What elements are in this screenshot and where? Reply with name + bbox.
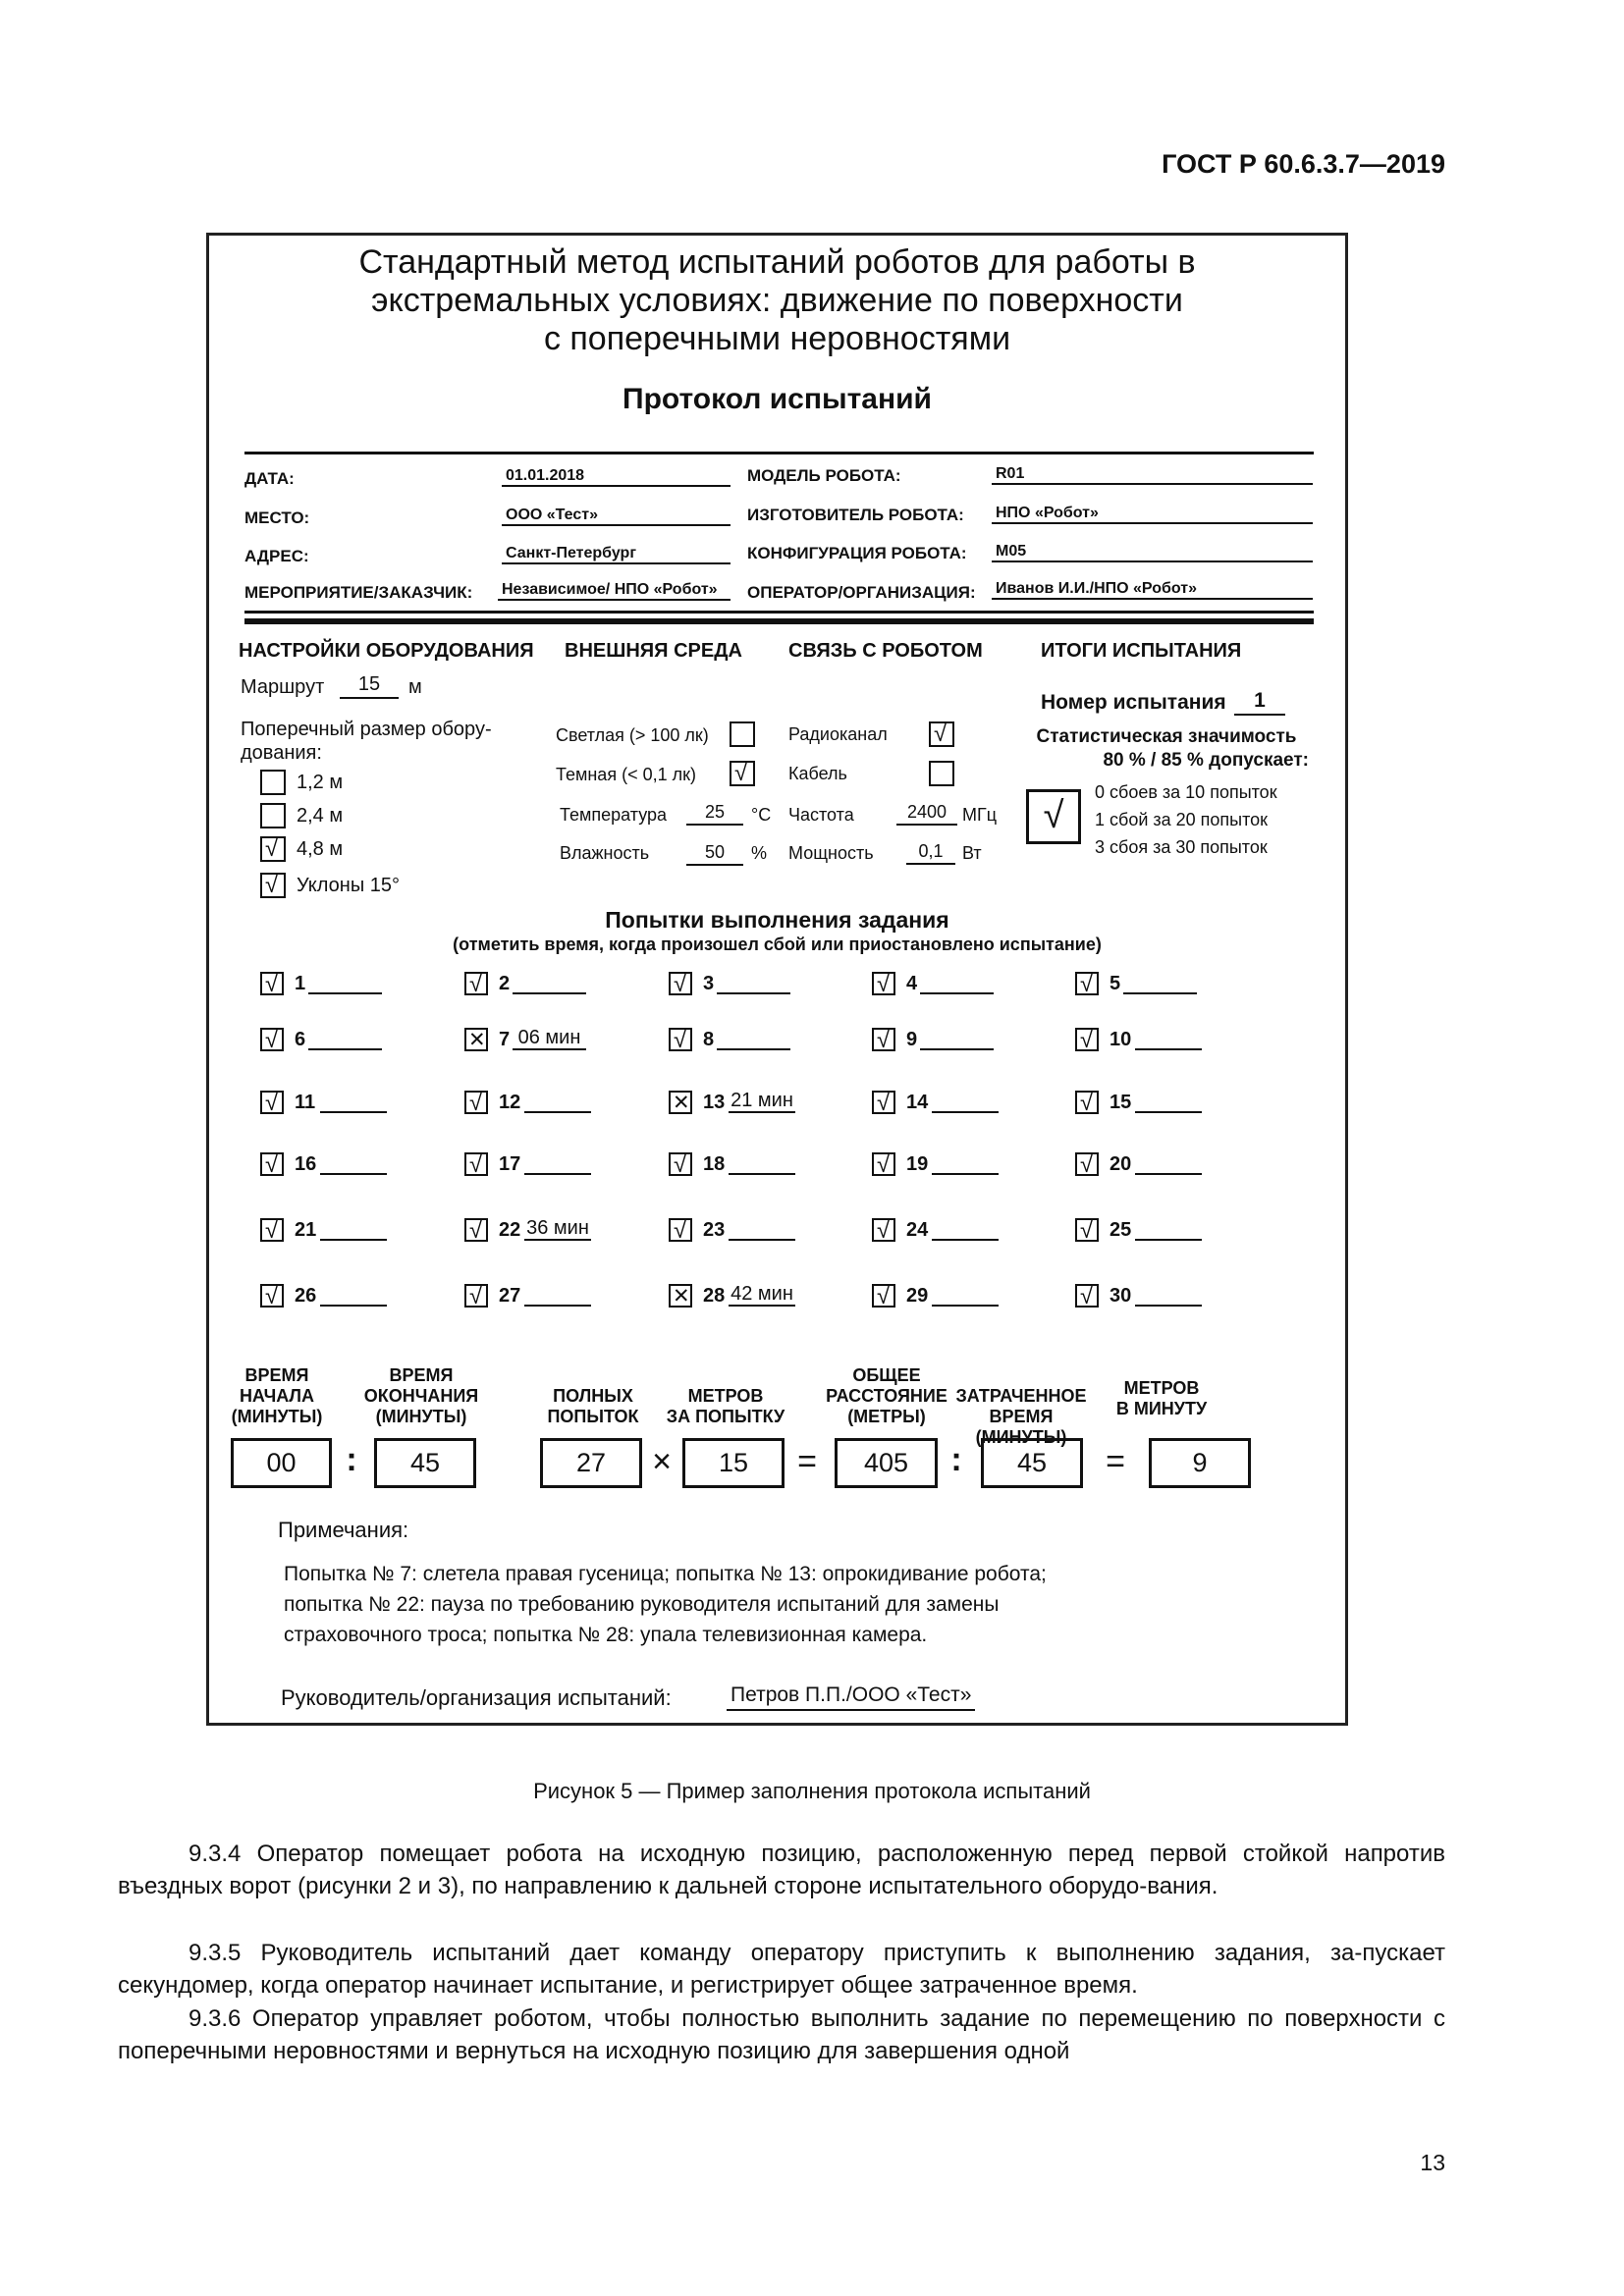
cross-size-label-2: дования: — [241, 742, 322, 764]
dark-label: Темная (< 0,1 лк) — [556, 765, 696, 784]
power-label: Мощность — [788, 843, 874, 863]
attempt-30-number: 30 — [1110, 1285, 1132, 1307]
paragraph-9-3-4: 9.3.4 Оператор помещает робота на исходную позицию, расположенную перед первой стойкой напротив въездных ворот (рисунки 2 и 3), по направлению к дальней стороне испытательного оборудо-вания. — [118, 1841, 1445, 1899]
attempt-30-checkbox[interactable] — [1075, 1284, 1099, 1308]
attempt-21-number: 21 — [295, 1219, 317, 1241]
attempt-16-number: 16 — [295, 1153, 317, 1175]
attempt-18-time — [729, 1153, 795, 1175]
route-unit: м — [408, 676, 422, 698]
attempt-20-number: 20 — [1110, 1153, 1132, 1175]
colon-operator: : — [346, 1441, 357, 1478]
place-field: ООО «Тест» — [502, 507, 731, 526]
size-4-8-label: 4,8 м — [297, 838, 344, 860]
attempt-21-checkbox[interactable] — [260, 1218, 284, 1242]
attempt-16-checkbox[interactable] — [260, 1152, 284, 1176]
attempt-29-checkbox[interactable] — [872, 1284, 895, 1308]
humidity-unit: % — [751, 843, 768, 863]
power-unit: Вт — [962, 843, 982, 863]
robot-maker-label: ИЗГОТОВИТЕЛЬ РОБОТА: — [747, 506, 964, 524]
attempt-17-number: 17 — [499, 1153, 521, 1175]
attempt-28-checkbox[interactable] — [669, 1284, 692, 1308]
frequency-unit: МГц — [962, 805, 998, 825]
cable-checkbox[interactable] — [929, 761, 954, 786]
equipment-header: НАСТРОЙКИ ОБОРУДОВАНИЯ — [239, 640, 534, 662]
total-distance-field: 405 — [835, 1438, 938, 1488]
attempt-13-number: 13 — [703, 1092, 726, 1113]
temperature-field: 25 — [686, 802, 743, 826]
attempt-5-checkbox[interactable] — [1075, 972, 1099, 995]
attempt-26-number: 26 — [295, 1285, 317, 1307]
robot-maker-field: НПО «Робот» — [992, 505, 1313, 524]
attempt-6-number: 6 — [295, 1029, 306, 1050]
attempt-22-number: 22 — [499, 1219, 521, 1241]
event-field: Независимое/ НПО «Робот» — [498, 581, 731, 601]
attempt-12-checkbox[interactable] — [464, 1091, 488, 1114]
date-field: 01.01.2018 — [502, 467, 731, 487]
time-spent-header: ЗАТРАЧЕННОЕ ВРЕМЯ (МИНУТЫ) — [955, 1386, 1087, 1447]
form-title-line-1: Стандартный метод испытаний роботов для работы в — [358, 243, 1196, 281]
attempt-19-time — [932, 1153, 999, 1175]
end-time-field: 45 — [374, 1438, 476, 1488]
notes-label: Примечания: — [278, 1518, 409, 1542]
cable-label: Кабель — [788, 764, 847, 783]
attempt-11-checkbox[interactable] — [260, 1091, 284, 1114]
protocol-title: Протокол испытаний — [623, 383, 932, 415]
attempt-9-time — [920, 1029, 994, 1050]
comm-header: СВЯЗЬ С РОБОТОМ — [788, 640, 983, 662]
temperature-unit: °C — [751, 805, 772, 825]
attempt-13-checkbox[interactable] — [669, 1091, 692, 1114]
attempt-5-number: 5 — [1110, 973, 1121, 994]
figure-caption: Рисунок 5 — Пример заполнения протокола испытаний — [533, 1779, 1091, 1803]
attempt-4-time — [920, 973, 994, 994]
power-field: 0,1 — [906, 841, 955, 865]
slopes-checkbox[interactable] — [260, 873, 286, 898]
attempt-28-time: 42 мин — [729, 1285, 795, 1307]
attempt-1-checkbox[interactable] — [260, 972, 284, 995]
attempt-7-checkbox[interactable] — [464, 1028, 488, 1051]
meters-per-minute-field: 9 — [1149, 1438, 1251, 1488]
light-checkbox[interactable] — [730, 721, 755, 747]
attempt-20-time — [1135, 1153, 1202, 1175]
humidity-field: 50 — [686, 842, 743, 866]
paragraph-9-3-6: 9.3.6 Оператор управляет роботом, чтобы полностью выполнить задание по перемещению по поверхности с поперечными неровностями и вернуться на исходную позицию для завершения одной — [118, 2005, 1445, 2064]
times-operator: × — [652, 1443, 672, 1480]
divider-fields-thick — [244, 618, 1314, 624]
paragraph-9-3-5: 9.3.5 Руководитель испытаний дает команду оператору приступить к выполнению задания, за-пускает секундомер, когда оператор начинает испытание, и регистрирует общее затраченное время. — [118, 1940, 1445, 1999]
form-title-line-3: с поперечными неровностями — [543, 320, 1011, 357]
attempt-17-checkbox[interactable] — [464, 1152, 488, 1176]
robot-model-label: МОДЕЛЬ РОБОТА: — [747, 466, 901, 485]
attempt-3-time — [717, 973, 790, 994]
full-attempts-header: ПОЛНЫХ ПОПЫТОК — [547, 1386, 639, 1426]
stat-significance-sub: 80 % / 85 % допускает: — [1103, 750, 1309, 771]
attempt-2-time — [513, 973, 586, 994]
size-1-2-label: 1,2 м — [297, 772, 344, 793]
size-1-2-checkbox[interactable] — [260, 770, 286, 795]
robot-config-label: КОНФИГУРАЦИЯ РОБОТА: — [747, 544, 967, 562]
attempt-29-number: 29 — [906, 1285, 929, 1307]
equals-operator-1: = — [797, 1443, 817, 1480]
attempt-18-checkbox[interactable] — [669, 1152, 692, 1176]
test-number-field: 1 — [1234, 689, 1285, 716]
document-code: ГОСТ Р 60.6.3.7—2019 — [1162, 149, 1445, 179]
attempt-8-number: 8 — [703, 1029, 715, 1050]
address-label: АДРЕС: — [244, 547, 309, 565]
attempt-24-number: 24 — [906, 1219, 929, 1241]
attempt-19-checkbox[interactable] — [872, 1152, 895, 1176]
operator-field: Иванов И.И./НПО «Робот» — [992, 580, 1313, 600]
form-title-line-2: экстремальных условиях: движение по поверхности — [371, 282, 1183, 319]
attempt-26-time — [320, 1285, 387, 1307]
significance-line-3: 3 сбоя за 30 попыток — [1095, 837, 1268, 857]
notes-line-3: страховочного троса; попытка № 28: упала телевизионная камера. — [284, 1624, 928, 1646]
colon-operator-2: : — [950, 1441, 962, 1478]
attempt-19-number: 19 — [906, 1153, 929, 1175]
attempt-29-time — [932, 1285, 999, 1307]
attempt-2-checkbox[interactable] — [464, 972, 488, 995]
test-number-label: Номер испытания — [1041, 691, 1226, 714]
robot-model-field: R01 — [992, 465, 1313, 485]
meters-per-minute-header: МЕТРОВ В МИНУТУ — [1115, 1378, 1208, 1418]
attempt-9-checkbox[interactable] — [872, 1028, 895, 1051]
attempt-1-number: 1 — [295, 973, 306, 994]
divider-top — [244, 452, 1314, 454]
attempt-22-checkbox[interactable] — [464, 1218, 488, 1242]
attempt-25-checkbox[interactable] — [1075, 1218, 1099, 1242]
attempt-11-number: 11 — [295, 1092, 316, 1113]
attempts-grid — [209, 236, 1345, 1723]
attempt-10-number: 10 — [1110, 1029, 1132, 1050]
attempt-12-time — [524, 1092, 591, 1113]
size-2-4-label: 2,4 м — [297, 805, 344, 827]
attempt-28-number: 28 — [703, 1285, 726, 1307]
attempt-13-time: 21 мин — [729, 1092, 795, 1113]
attempt-4-number: 4 — [906, 973, 918, 994]
attempt-27-number: 27 — [499, 1285, 521, 1307]
attempt-3-checkbox[interactable] — [669, 972, 692, 995]
frequency-field: 2400 — [896, 802, 957, 826]
attempts-subtitle: (отметить время, когда произошел сбой или приостановлено испытание) — [453, 934, 1102, 954]
attempt-10-time — [1135, 1029, 1202, 1050]
attempt-25-number: 25 — [1110, 1219, 1132, 1241]
address-field: Санкт-Петербург — [502, 545, 731, 564]
attempt-15-checkbox[interactable] — [1075, 1091, 1099, 1114]
attempt-12-number: 12 — [499, 1092, 521, 1113]
significance-line-1: 0 сбоев за 10 попыток — [1095, 782, 1277, 802]
attempt-17-time — [524, 1153, 591, 1175]
supervisor-label: Руководитель/организация испытаний: — [281, 1685, 672, 1710]
results-header: ИТОГИ ИСПЫТАНИЯ — [1041, 640, 1242, 662]
humidity-label: Влажность — [560, 843, 650, 863]
attempt-11-time — [320, 1092, 387, 1113]
route-length-field: 15 — [340, 673, 399, 699]
stat-significance-label: Статистическая значимость — [1036, 726, 1297, 747]
notes-line-2: попытка № 22: пауза по требованию руководителя испытаний для замены — [284, 1593, 1000, 1616]
notes-line-1: Попытка № 7: слетела правая гусеница; попытка № 13: опрокидивание робота; — [284, 1563, 1047, 1585]
attempt-4-checkbox[interactable] — [872, 972, 895, 995]
notes-text — [284, 1559, 1047, 1650]
dark-checkbox[interactable] — [730, 761, 755, 786]
attempt-16-time — [320, 1153, 387, 1175]
attempt-6-checkbox[interactable] — [260, 1028, 284, 1051]
attempt-8-time — [717, 1029, 790, 1050]
size-4-8-checkbox[interactable] — [260, 836, 286, 862]
attempt-27-time — [524, 1285, 591, 1307]
attempt-22-time: 36 мин — [524, 1219, 591, 1241]
test-protocol-form — [206, 233, 1348, 1726]
attempt-20-checkbox[interactable] — [1075, 1152, 1099, 1176]
frequency-label: Частота — [788, 805, 854, 825]
attempt-27-checkbox[interactable] — [464, 1284, 488, 1308]
size-2-4-checkbox[interactable] — [260, 803, 286, 828]
significance-line-2: 1 сбой за 20 попыток — [1095, 810, 1269, 829]
attempt-23-checkbox[interactable] — [669, 1218, 692, 1242]
attempt-30-time — [1135, 1285, 1202, 1307]
temperature-label: Температура — [560, 805, 668, 825]
attempt-7-number: 7 — [499, 1029, 511, 1050]
attempt-14-number: 14 — [906, 1092, 929, 1113]
attempt-2-number: 2 — [499, 973, 511, 994]
attempt-24-time — [932, 1219, 999, 1241]
attempt-26-checkbox[interactable] — [260, 1284, 284, 1308]
light-label: Светлая (> 100 лк) — [556, 725, 709, 745]
attempt-7-time: 06 мин — [513, 1029, 586, 1050]
supervisor-field: Петров П.П./ООО «Тест» — [727, 1683, 975, 1711]
robot-config-field: M05 — [992, 543, 1313, 562]
attempt-6-time — [308, 1029, 382, 1050]
start-time-header: ВРЕМЯ НАЧАЛА (МИНУТЫ) — [231, 1365, 323, 1426]
cross-size-label-1: Поперечный размер обору- — [241, 719, 492, 740]
attempt-24-checkbox[interactable] — [872, 1218, 895, 1242]
total-distance-header: ОБЩЕЕ РАССТОЯНИЕ (МЕТРЫ) — [826, 1365, 947, 1426]
attempt-5-time — [1123, 973, 1197, 994]
significance-check-box: √ — [1026, 789, 1081, 844]
attempt-10-checkbox[interactable] — [1075, 1028, 1099, 1051]
divider-fields — [244, 611, 1314, 614]
meters-per-attempt-field: 15 — [682, 1438, 785, 1488]
attempt-3-number: 3 — [703, 973, 715, 994]
attempt-25-time — [1135, 1219, 1202, 1241]
page-number: 13 — [1420, 2150, 1445, 2175]
operator-label: ОПЕРАТОР/ОРГАНИЗАЦИЯ: — [747, 583, 976, 602]
attempt-18-number: 18 — [703, 1153, 726, 1175]
environment-header: ВНЕШНЯЯ СРЕДА — [565, 640, 742, 662]
end-time-header: ВРЕМЯ ОКОНЧАНИЯ (МИНУТЫ) — [363, 1365, 479, 1426]
attempt-15-number: 15 — [1110, 1092, 1132, 1113]
attempt-21-time — [320, 1219, 387, 1241]
attempt-9-number: 9 — [906, 1029, 918, 1050]
full-attempts-field: 27 — [540, 1438, 642, 1488]
meters-per-attempt-header: МЕТРОВ ЗА ПОПЫТКУ — [666, 1386, 785, 1426]
route-label: Маршрут — [241, 676, 325, 698]
equals-operator-2: = — [1106, 1443, 1125, 1480]
event-label: МЕРОПРИЯТИЕ/ЗАКАЗЧИК: — [244, 583, 473, 602]
slopes-label: Уклоны 15° — [297, 875, 401, 896]
place-label: МЕСТО: — [244, 508, 310, 527]
attempt-1-time — [308, 973, 382, 994]
radio-checkbox[interactable] — [929, 721, 954, 747]
start-time-field: 00 — [231, 1438, 332, 1488]
time-spent-field: 45 — [981, 1438, 1083, 1488]
attempt-14-checkbox[interactable] — [872, 1091, 895, 1114]
date-label: ДАТА: — [244, 469, 295, 488]
radio-label: Радиоканал — [788, 724, 888, 744]
attempts-title: Попытки выполнения задания — [605, 907, 949, 933]
attempt-15-time — [1135, 1092, 1202, 1113]
attempt-8-checkbox[interactable] — [669, 1028, 692, 1051]
attempt-23-number: 23 — [703, 1219, 726, 1241]
attempt-14-time — [932, 1092, 999, 1113]
attempt-23-time — [729, 1219, 795, 1241]
